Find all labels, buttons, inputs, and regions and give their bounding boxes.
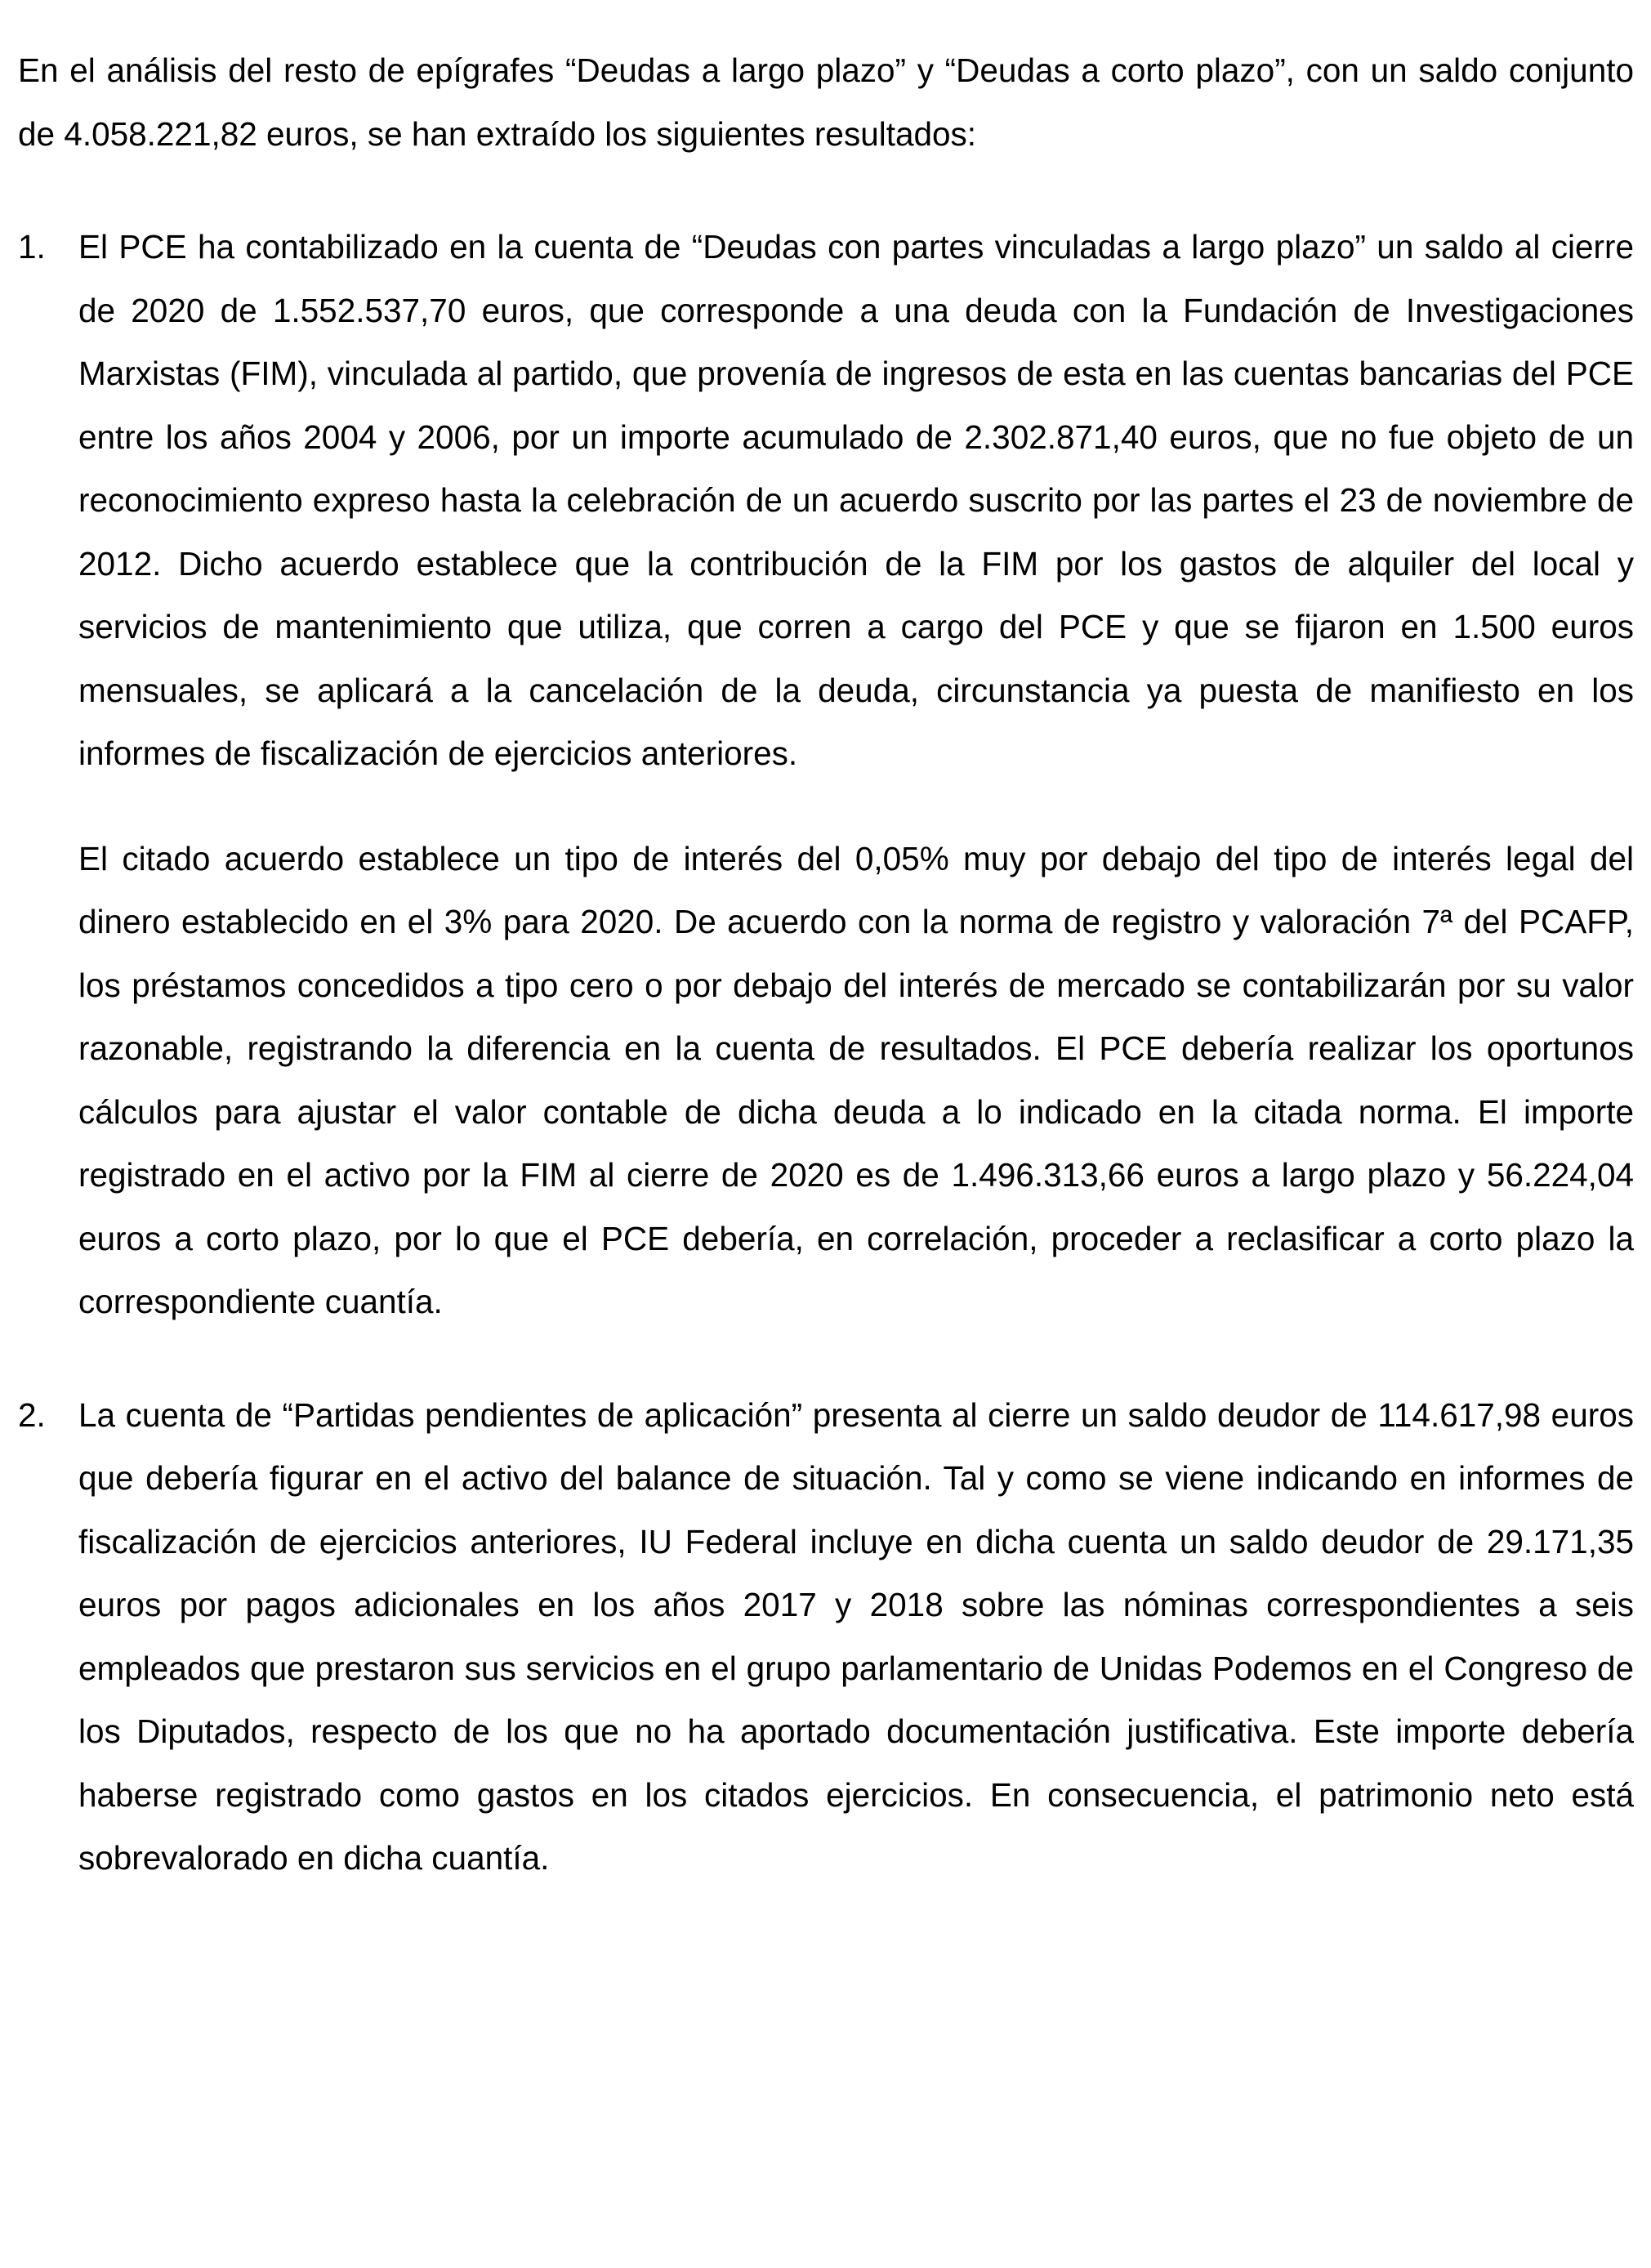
list-number: 2. — [18, 1395, 46, 1434]
list-number: 1. — [18, 228, 46, 266]
item-2-paragraph-1: La cuenta de “Partidas pendientes de aplicación” presenta al cierre un saldo deudor de 114.617,98 euros que debería figurar en el activo del balance de situación. Tal y como se viene indicando en informes de fiscalización de ejercicios anteriores, IU Federal incluye en dicha cuenta un saldo deudor de 29.171,35 euros por pagos adicionales en los años 2017 y 2018 sobre las nóminas correspondientes a seis empleados que prestaron sus servicios en el grupo parlamentario de Unidas Podemos en el Congreso de los Diputados, respecto de los que no ha aportado documentación justificativa. Este importe debería haberse registrado como gastos en los citados ejercicios. En consecuencia, el patrimonio neto está sobrevalorado en dicha cuantía. — [78, 1395, 1634, 1877]
intro-paragraph: En el análisis del resto de epígrafes “Deudas a largo plazo” y “Deudas a corto plazo”, con un saldo conjunto de 4.058.221,82 euros, se han extraído los siguientes resultados: — [18, 51, 1634, 153]
item-1-paragraph-1: El PCE ha contabilizado en la cuenta de “Deudas con partes vinculadas a largo plazo” un saldo al cierre de 2020 de 1.552.537,70 euros, que corresponde a una deuda con la Fundación de Investigaciones Marxistas (FIM), vinculada al partido, que provenía de ingresos de esta en las cuentas bancarias del PCE entre los años 2004 y 2006, por un importe acumulado de 2.302.871,40 euros, que no fue objeto de un reconocimiento expreso hasta la celebración de un acuerdo suscrito por las partes el 23 de noviembre de 2012. Dicho acuerdo establece que la contribución de la FIM por los gastos de alquiler del local y servicios de mantenimiento que utiliza, que corren a cargo del PCE y que se fijaron en 1.500 euros mensuales, se aplicará a la cancelación de la deuda, circunstancia ya puesta de manifiesto en los informes de fiscalización de ejercicios anteriores. — [78, 228, 1634, 772]
list-item-1 — [18, 216, 1634, 1334]
list-item-body — [78, 1384, 1634, 1891]
document-page — [18, 39, 1634, 1891]
list-item-body — [78, 216, 1634, 1334]
list-item-2 — [18, 1384, 1634, 1891]
item-1-paragraph-2: El citado acuerdo establece un tipo de interés del 0,05% muy por debajo del tipo de interés legal del dinero establecido en el 3% para 2020. De acuerdo con la norma de registro y valoración 7ª del PCAFP, los préstamos concedidos a tipo cero o por debajo del interés de mercado se contabilizarán por su valor razonable, registrando la diferencia en la cuenta de resultados. El PCE debería realizar los oportunos cálculos para ajustar el valor contable de dicha deuda a lo indicado en la citada norma. El importe registrado en el activo por la FIM al cierre de 2020 es de 1.496.313,66 euros a largo plazo y 56.224,04 euros a corto plazo, por lo que el PCE debería, en correlación, proceder a reclasificar a corto plazo la correspondiente cuantía. — [78, 839, 1634, 1320]
